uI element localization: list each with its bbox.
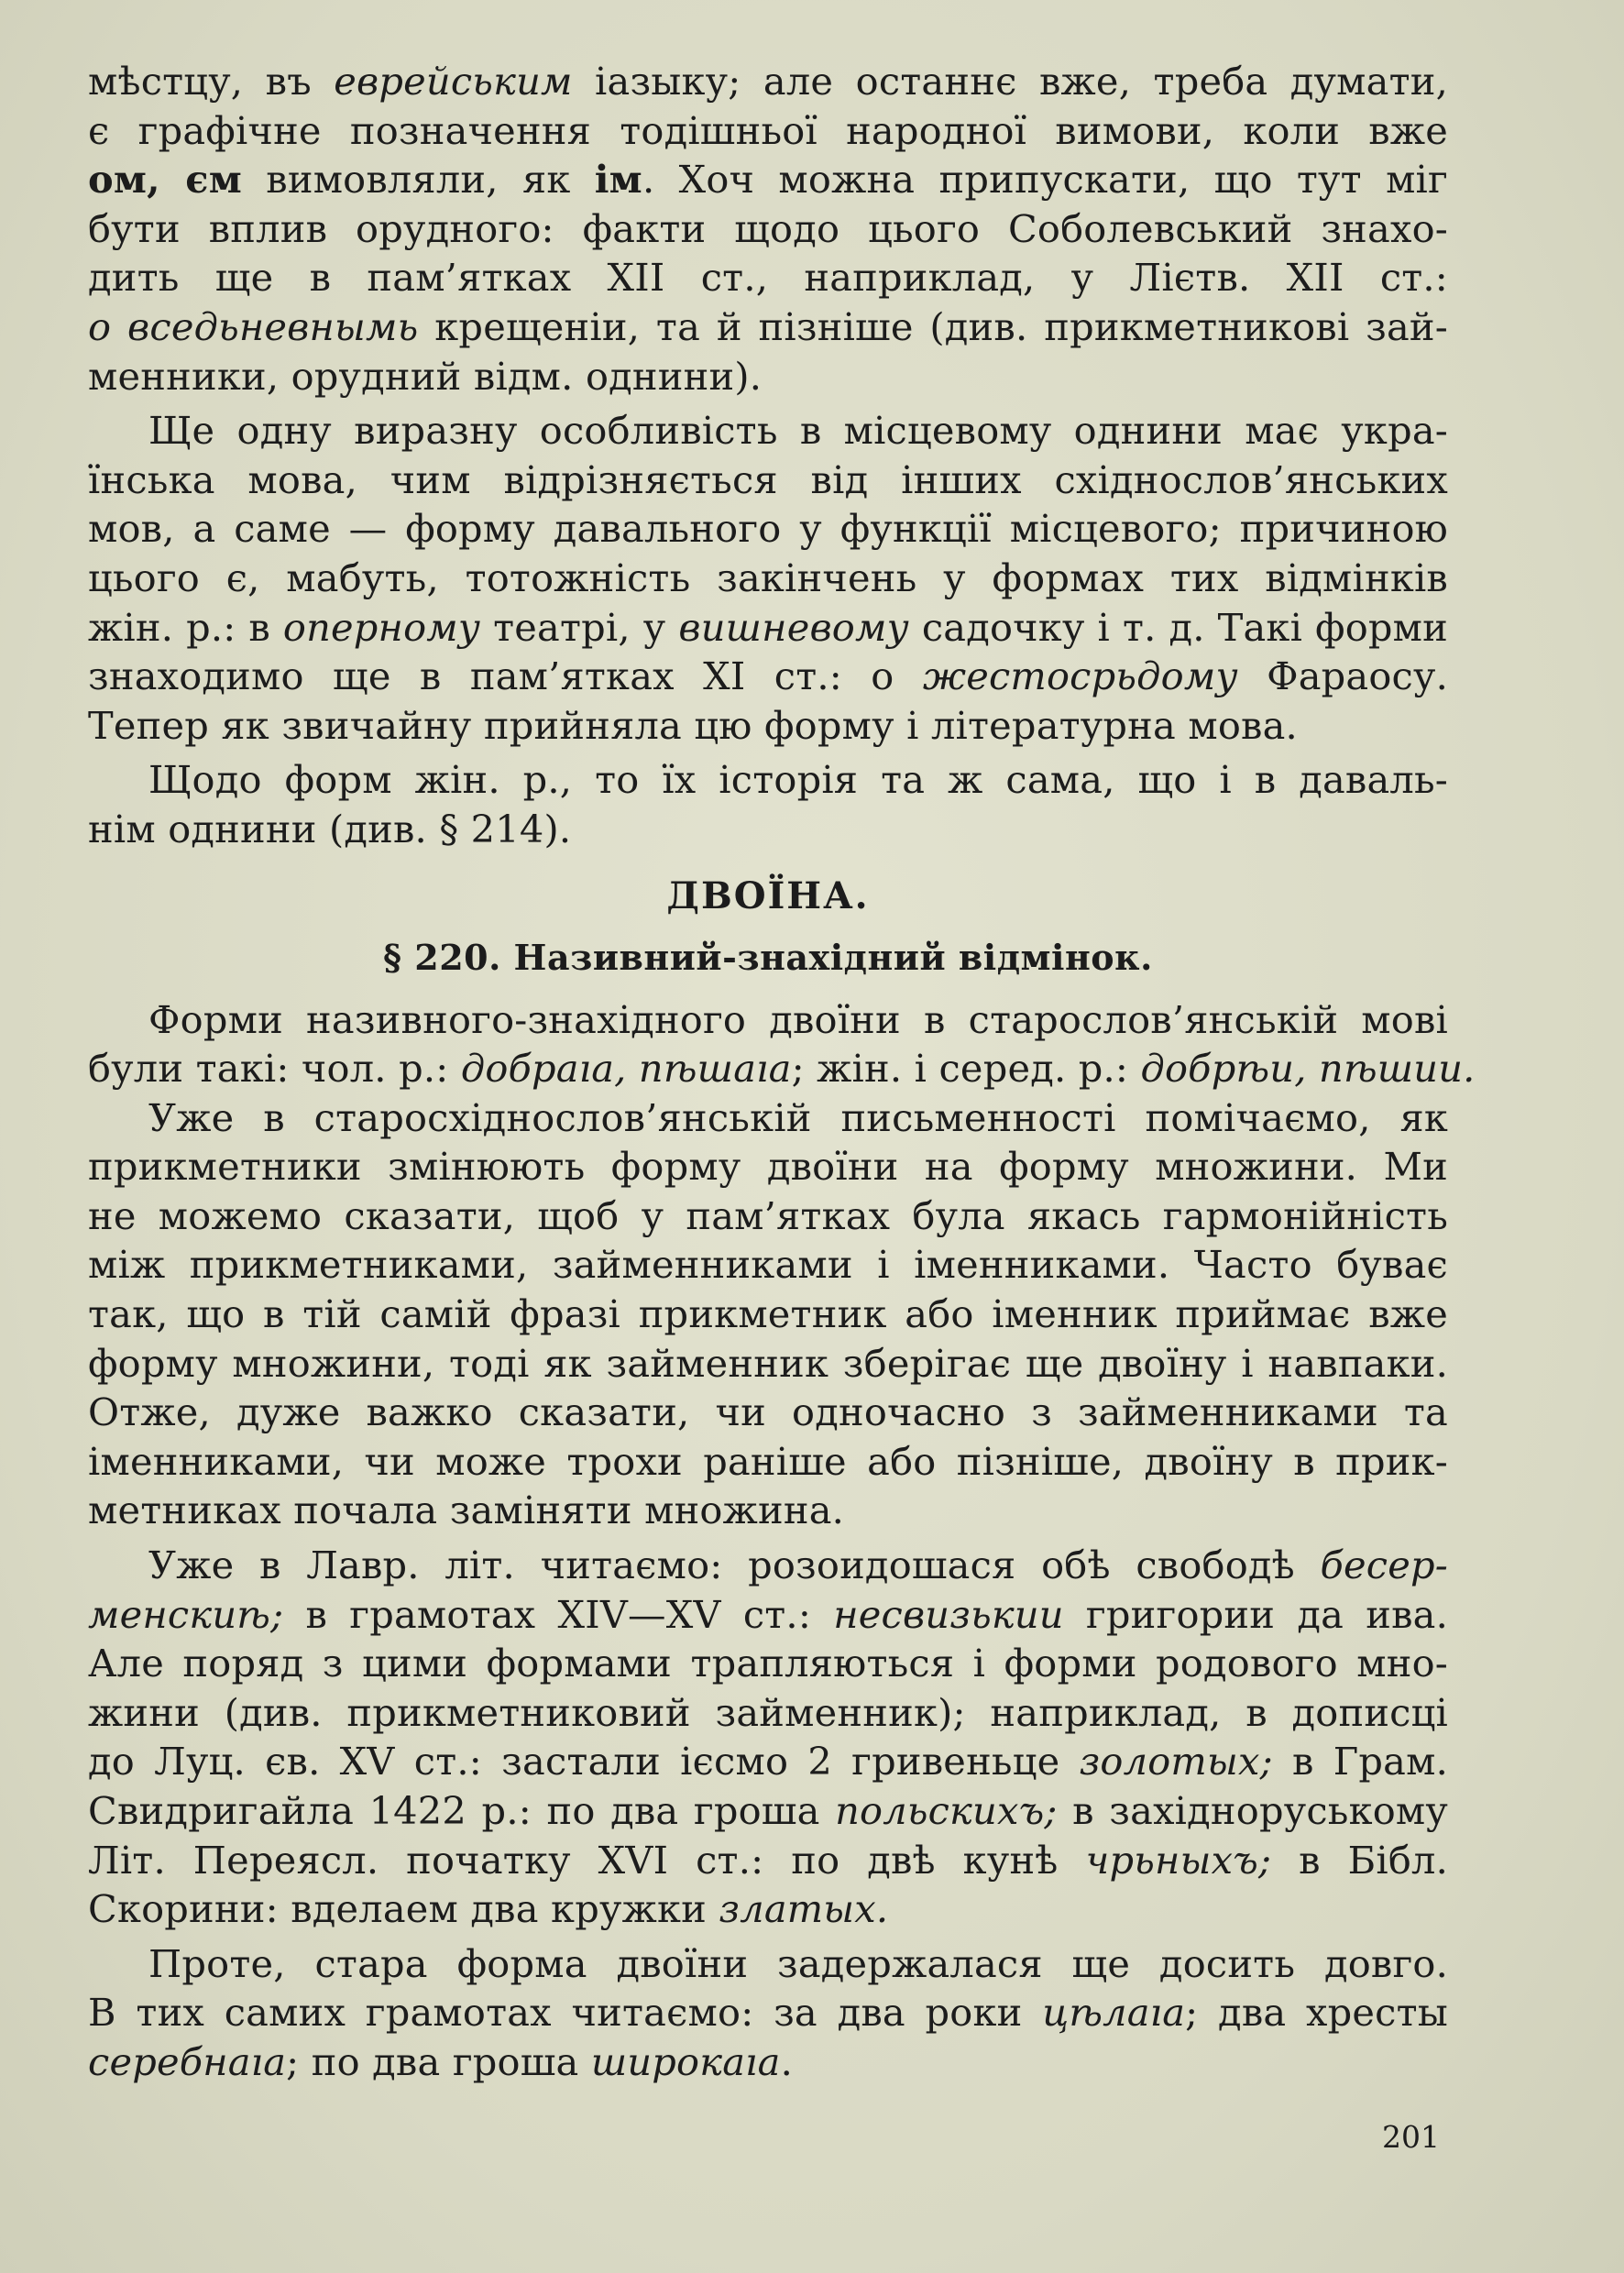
text-run: Тепер як звичайну прийняла цю форму і літературна мова. — [88, 702, 1298, 748]
page-number: 201 — [1382, 2119, 1440, 2155]
text-line — [88, 1639, 1448, 1688]
page-body — [88, 57, 1476, 2087]
italic-example: серебнаıа — [88, 2038, 287, 2084]
text-line — [88, 1688, 1448, 1738]
text-line — [88, 1388, 1448, 1437]
text-run: мов, а саме — форму давального у функції місцевого; причиною — [88, 506, 1448, 552]
text-line — [88, 1240, 1448, 1290]
text-line — [88, 1437, 1448, 1487]
paragraph-title: § 220. Називний-знахідний відмінок. — [383, 936, 1153, 978]
paragraph-4 — [88, 995, 1476, 1093]
text-line — [88, 1836, 1448, 1885]
text-line — [88, 1737, 1448, 1786]
text-run: іазыку; але останнє вже, треба думати, — [572, 59, 1448, 104]
section-title: ДВОЇНА. — [666, 873, 870, 917]
text-line — [88, 1486, 1448, 1535]
text-run: цього є, мабуть, тотожність закінчень у формах тих відмінків — [88, 555, 1448, 600]
text-line — [88, 406, 1448, 456]
text-run: метниках почала заміняти множина. — [88, 1488, 845, 1533]
italic-example: широкаıа — [590, 2038, 781, 2084]
text-run: ; два хресты — [1185, 1990, 1448, 2036]
text-line — [88, 652, 1448, 701]
text-line — [88, 253, 1448, 302]
text-line — [88, 1142, 1448, 1191]
text-line — [88, 57, 1448, 106]
text-run: ; по два гроша — [286, 2038, 591, 2084]
text-run: садочку і т. д. Такі форми — [908, 604, 1448, 650]
text-line — [88, 504, 1448, 554]
text-line — [88, 1339, 1448, 1389]
text-line — [88, 1191, 1448, 1241]
paragraph-2 — [88, 406, 1448, 750]
text-run: григории да ива. — [1063, 1591, 1448, 1637]
italic-example: вишневому — [678, 604, 909, 650]
text-line — [88, 1044, 1476, 1093]
text-run: . Хоч можна припускати, що тут міг — [642, 157, 1448, 203]
text-run: нім однини (див. § 214). — [88, 806, 572, 851]
italic-example: добрѣи, пѣшии. — [1140, 1046, 1476, 1092]
text-run: мѣстцу, въ — [88, 59, 335, 104]
text-run: Літ. Переясл. початку XVI ст.: по двѣ кунѣ — [88, 1837, 1086, 1883]
text-run: є графічне позначення тодішньої народної вимови, коли вже — [88, 107, 1448, 153]
text-line — [88, 155, 1448, 204]
text-run: дить ще в пам’ятках XII ст., наприклад, у Лієтв. XII ст.: — [88, 255, 1448, 301]
text-run: театрі, у — [480, 604, 679, 650]
text-run: їнська мова, чим відрізняється від інших східнослов’янських — [88, 456, 1448, 502]
text-line — [88, 1786, 1448, 1836]
text-line — [88, 1590, 1448, 1640]
text-run: ; жін. і серед. р.: — [791, 1046, 1141, 1092]
text-run: крещеніи, та й пізніше (див. прикметникові зай- — [418, 303, 1448, 349]
text-line — [88, 302, 1448, 352]
text-run: іменниками, чи може трохи раніше або пізніше, двоїну в прик- — [88, 1438, 1448, 1484]
text-line — [88, 204, 1448, 254]
text-run: були такі: чол. р.: — [88, 1046, 461, 1092]
text-line — [88, 2037, 1448, 2087]
paragraph-5 — [88, 1093, 1448, 1535]
text-run: Отже, дуже важко сказати, чи одночасно з займенниками та — [88, 1389, 1448, 1435]
text-line — [88, 995, 1448, 1045]
text-run: в грамотах XIV—XV ст.: — [283, 1591, 834, 1637]
text-run: менники, орудний відм. однини). — [88, 353, 763, 399]
paragraph-6 — [88, 1541, 1448, 1934]
text-run: Ще одну виразну особливість в місцевому однини має укра- — [148, 408, 1448, 454]
italic-example: оперному — [282, 604, 481, 650]
italic-example: золотых; — [1079, 1739, 1273, 1784]
text-run: не можемо сказати, щоб у пам’ятках була якась гармонійність — [88, 1192, 1448, 1238]
text-run: форму множини, тоді як займенник зберігає ще двоїну і навпаки. — [88, 1340, 1448, 1386]
text-line — [88, 1290, 1448, 1339]
text-run: жін. р.: в — [88, 604, 283, 650]
text-run: Але поряд з цими формами трапляються і форми родового мно- — [88, 1641, 1448, 1686]
text-run: в Грам. — [1272, 1739, 1448, 1784]
text-line — [88, 603, 1448, 653]
text-run: так, що в тій самій фразі прикметник або іменник приймає вже — [88, 1291, 1448, 1337]
italic-example: о вседьневнымь — [88, 303, 419, 349]
italic-example: польскихъ; — [835, 1788, 1058, 1833]
text-run: В тих самих грамотах читаємо: за два роки — [88, 1990, 1043, 2036]
text-run: Скорини: вделаем два кружки — [88, 1886, 719, 1932]
text-run: до Луц. єв. XV ст.: застали ієсмо 2 гривеньце — [88, 1739, 1080, 1784]
paragraph-1 — [88, 57, 1448, 401]
italic-example: чрьныхъ; — [1085, 1837, 1272, 1883]
text-run: . — [780, 2038, 793, 2084]
bold-form: ом, єм — [88, 157, 243, 203]
text-line — [88, 805, 1448, 854]
text-run: вимовляли, як — [242, 157, 595, 203]
text-line — [88, 1884, 1448, 1934]
text-run: між прикметниками, займенниками і іменниками. Часто буває — [88, 1242, 1448, 1288]
italic-example: несвизькии — [833, 1591, 1064, 1637]
italic-example: еврейським — [334, 59, 573, 104]
text-line — [88, 352, 1448, 401]
text-line — [88, 755, 1448, 805]
italic-example: жестосрьдому — [922, 653, 1238, 699]
text-line — [88, 1988, 1448, 2037]
text-run: жини (див. прикметниковий займенник); наприклад, в дописці — [88, 1689, 1448, 1735]
text-line — [88, 106, 1448, 156]
text-run: знаходимо ще в пам’ятках XI ст.: о — [88, 653, 923, 699]
italic-example: цѣлаıа — [1042, 1990, 1186, 2036]
italic-example: добраıа, пѣшаıа — [460, 1046, 792, 1092]
text-line — [88, 1093, 1448, 1143]
text-run: прикметники змінюють форму двоїни на форму множини. Ми — [88, 1144, 1448, 1190]
bold-form: ім — [594, 157, 642, 203]
italic-example: бесер- — [1320, 1543, 1448, 1588]
italic-example: златых. — [719, 1886, 889, 1932]
text-line — [88, 1939, 1448, 1989]
text-run: Форми називного-знахідного двоїни в старослов’янській мові — [148, 996, 1448, 1042]
text-run: бути вплив орудного: факти щодо цього Соболевський знахо- — [88, 205, 1448, 251]
text-line — [88, 1541, 1448, 1590]
text-run: Проте, стара форма двоїни задержалася ще досить довго. — [148, 1940, 1448, 1986]
text-run: Фараосу. — [1237, 653, 1448, 699]
italic-example: менскиѣ; — [88, 1591, 284, 1637]
text-run: Уже в Лавр. літ. читаємо: розоидошася обѣ свободѣ — [148, 1543, 1321, 1588]
text-line — [88, 456, 1448, 505]
paragraph-7 — [88, 1939, 1448, 2087]
text-run: Уже в старосхіднослов’янській письменності помічаємо, як — [148, 1094, 1448, 1140]
text-run: Щодо форм жін. р., то їх історія та ж сама, що і в даваль- — [148, 757, 1448, 803]
text-line — [88, 701, 1448, 751]
text-run: в Бібл. — [1271, 1837, 1448, 1883]
text-line — [88, 554, 1448, 603]
text-run: Свидригайла 1422 р.: по два гроша — [88, 1788, 836, 1833]
text-run: в західноруському — [1057, 1788, 1448, 1833]
paragraph-3 — [88, 755, 1448, 853]
